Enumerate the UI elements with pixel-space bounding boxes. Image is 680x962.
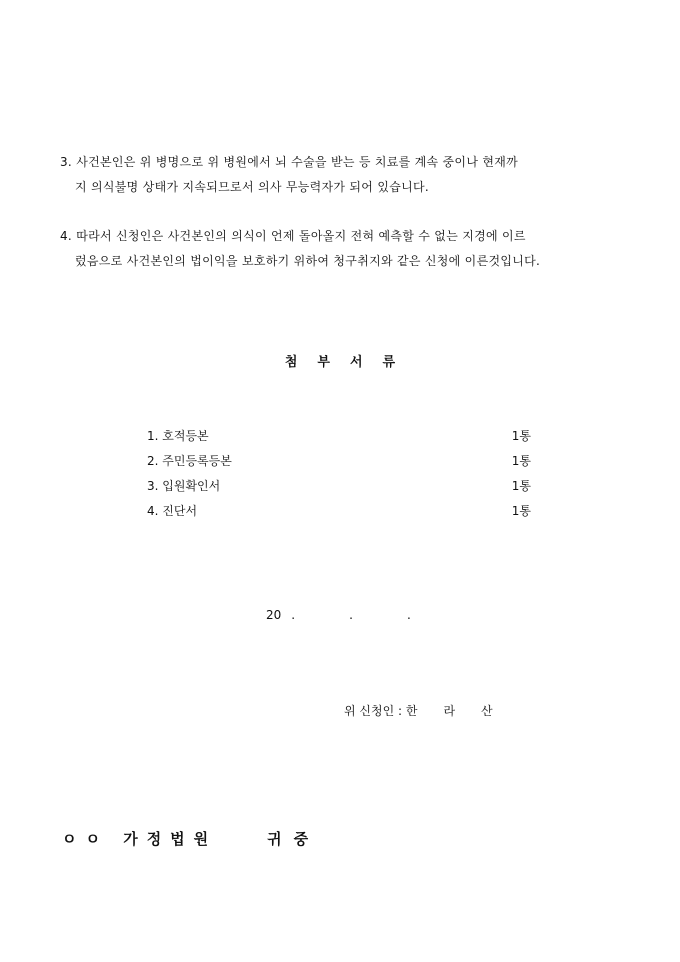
court-honorific: 귀중	[267, 830, 321, 848]
paragraph-continuation: 지 의식불명 상태가 지속되므로서 의사 무능력자가 되어 있습니다.	[75, 180, 430, 194]
paragraph-continuation: 렀음으로 사건본인의 법이익을 보호하기 위하여 청구취지와 같은 신청에 이른것입니다.	[75, 254, 541, 268]
list-item	[147, 499, 537, 524]
paragraph-number: 4.	[60, 229, 73, 243]
attachment-quantity: 1통	[511, 429, 531, 443]
paragraph-first-line: 사건본인은 위 병명으로 위 병원에서 뇌 수술을 받는 등 치료를 계속 중이나 현재까	[76, 155, 518, 169]
date-separator: .	[291, 608, 296, 622]
attachment-label: 3. 입원확인서	[147, 479, 221, 493]
list-item	[147, 474, 537, 499]
applicant-signature	[344, 702, 519, 720]
applicant-label: 위 신청인 :	[344, 704, 406, 718]
attachment-quantity: 1통	[511, 504, 531, 518]
list-item	[147, 449, 537, 474]
paragraph-3	[60, 150, 632, 200]
date-year: 20	[266, 608, 282, 622]
applicant-name: 한라산	[405, 704, 519, 718]
attachment-quantity: 1통	[511, 454, 531, 468]
paragraph-4	[60, 224, 632, 274]
attachment-label: 2. 주민등록등본	[147, 454, 232, 468]
paragraph-first-line: 따라서 신청인은 사건본인의 의식이 언제 돌아올지 전혀 예측할 수 없는 지경에 이르	[76, 229, 526, 243]
paragraph-number: 3.	[60, 155, 73, 169]
attachment-label: 4. 진단서	[147, 504, 198, 518]
document-date	[266, 606, 411, 624]
attachment-quantity: 1통	[511, 479, 531, 493]
date-separator: .	[406, 608, 411, 622]
date-separator: .	[349, 608, 353, 622]
attachment-label: 1. 호적등본	[147, 429, 209, 443]
attachments-heading: 첨부서류	[284, 355, 416, 370]
attachments-list	[147, 424, 537, 524]
list-item	[147, 424, 537, 449]
court-addressee	[62, 828, 320, 850]
court-name: ㅇㅇ 가정법원	[62, 830, 218, 848]
